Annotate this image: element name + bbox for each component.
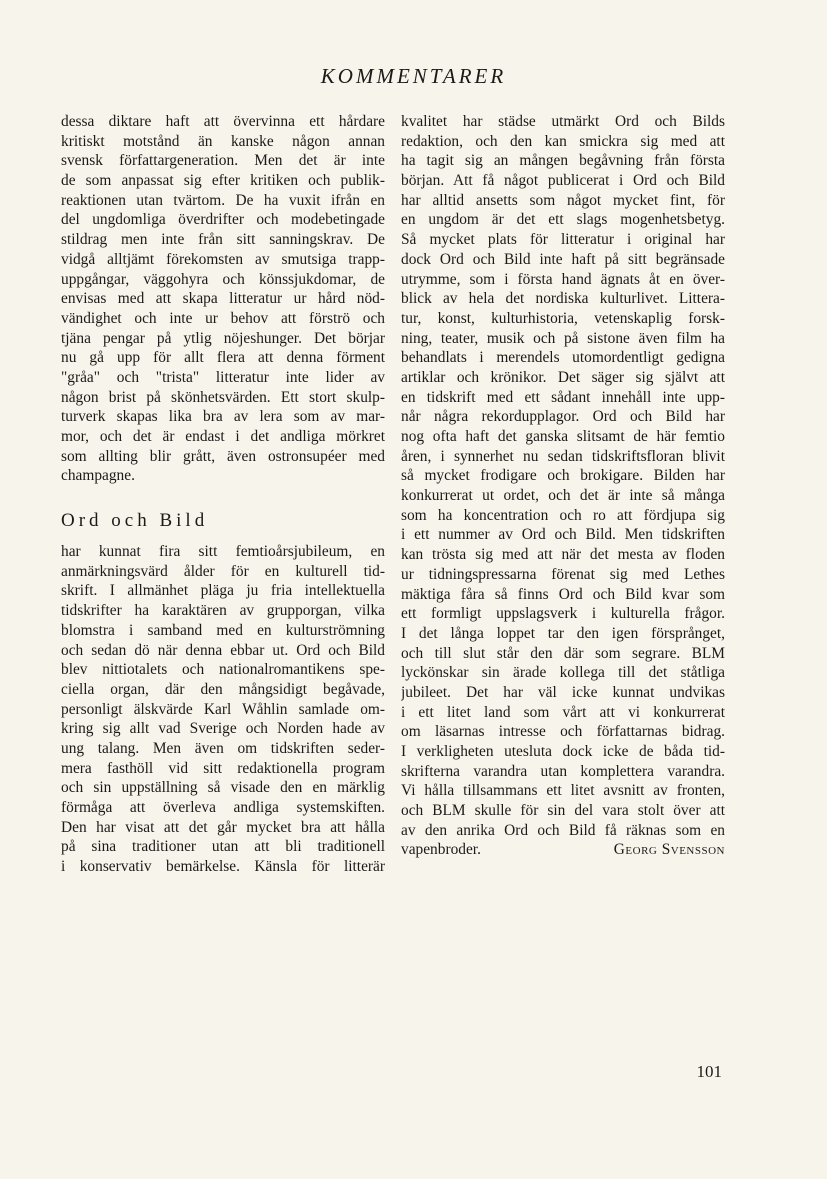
- text-line: i ett litet land som vårt att vi konkurrerat: [401, 703, 725, 721]
- text-line: kring sig allt vad Sverige och Norden hade av: [61, 720, 385, 738]
- text-line: om läsarnas intresse och författarnas bidrag.: [401, 723, 725, 741]
- text-line: någon brist på skönhetsvärden. Ett stort skulp-: [61, 388, 385, 406]
- text-line: anmärkningsvärd ålder för en kulturell tid-: [61, 562, 385, 580]
- text-line: jubileet. Det har väl icke kunnat undvikas: [401, 683, 725, 701]
- text-line: och till slut står den där som segrare. BLM: [401, 644, 725, 662]
- text-line: skrifterna varandra utan komplettera varandra.: [401, 762, 725, 780]
- author-signature: Georg Svensson: [613, 841, 725, 859]
- text-line: på sina traditioner utan att bli traditionell: [61, 838, 385, 856]
- text-line: en ungdom är det ett slags mogenhetsbetyg.: [401, 211, 725, 229]
- text-line: tidskrifter ha karaktären av grupporgan, vilka: [61, 602, 385, 620]
- page-number: 101: [696, 1062, 722, 1081]
- text-line: personligt älskvärde Karl Wåhlin samlade om-: [61, 700, 385, 718]
- text-line: som ha koncentration och ro att fördjupa sig: [401, 506, 725, 524]
- text-line: turverk skapas lika bra av lera som av mar-: [61, 408, 385, 426]
- text-line: kritiskt motstånd än kanske någon annan: [61, 132, 385, 150]
- closing-word: vapenbroder.: [401, 841, 481, 859]
- text-line: artiklar och krönikor. Det säger sig självt att: [401, 368, 725, 386]
- text-line: tjäna pengar på ytlig nöjeshunger. Det börjar: [61, 329, 385, 347]
- text-line: I det långa loppet tar den igen försprånget,: [401, 624, 725, 642]
- text-line: ur tidningspressarna förenat sig med Lethes: [401, 565, 725, 583]
- text-line: ung talang. Men även om tidskriften seder-: [61, 739, 385, 757]
- text-line: vändighet och inte ur behov att förströ och: [61, 309, 385, 327]
- paragraph-ord-och-bild: [61, 542, 385, 877]
- text-line: av den anrika Ord och Bild få räknas som en: [401, 821, 725, 839]
- text-line: envisas med att skapa litteratur ur hård nöd-: [61, 290, 385, 308]
- text-line: uppgångar, väggohyra och könssjukdomar, de: [61, 270, 385, 288]
- right-column: [401, 112, 725, 860]
- text-line: kvalitet har städse utmärkt Ord och Bilds: [401, 113, 725, 130]
- text-line: och BLM skulle för sin del vara stolt över att: [401, 802, 725, 820]
- text-line: når några rekordupplagor. Ord och Bild har: [401, 408, 725, 426]
- text-line: blomstra i samband med en kulturströmning: [61, 621, 385, 639]
- text-line: redaktion, och den kan smickra sig med att: [401, 132, 725, 150]
- text-line: mor, och det är endast i det andliga mörkret: [61, 428, 385, 445]
- text-line: ciella organ, där den mångsidigt begåvade,: [61, 680, 385, 698]
- text-line: ha tagit sig an mången begåvning från första: [401, 152, 725, 170]
- text-line: tur, konst, kulturhistoria, vetenskaplig forsk-: [401, 309, 725, 327]
- text-line: och sin uppställning så visade den en märklig: [61, 779, 385, 797]
- text-line: blick av hela det nordiska kulturlivet. Littera-: [401, 290, 725, 308]
- text-line: nog ofta haft det ganska slitsamt de här femtio: [401, 428, 725, 445]
- text-line: ning, teater, musik och på sistone även film ha: [401, 329, 725, 347]
- text-line: åren, i synnerhet nu sedan tidskriftsfloran blivit: [401, 447, 725, 465]
- text-line: som allting blir grått, även ostronsupéer med: [61, 447, 385, 465]
- text-line: nu gå upp för allt flera att denna förment: [61, 349, 385, 367]
- text-line: i ett nummer av Ord och Bild. Men tidskriften: [401, 526, 725, 544]
- text-line: reaktionen utan tvärtom. De ha vuxit ifrån en: [61, 191, 385, 209]
- text-line: de som anpassat sig efter kritiken och publik-: [61, 172, 385, 190]
- text-line: Så mycket plats för litteratur i original har: [401, 231, 725, 249]
- section-heading-ord-och-bild: Ord och Bild: [61, 510, 209, 532]
- text-line: och sedan dö när denna ebbar ut. Ord och Bild: [61, 641, 385, 659]
- text-line: champagne.: [61, 467, 135, 485]
- text-line: dock Ord och Bild inte haft på sitt begränsade: [401, 250, 725, 268]
- text-line: mäktiga fåra så finns Ord och Bild kvar som: [401, 585, 725, 603]
- text-line: blev nittiotalets och nationalromantikens spe-: [61, 661, 385, 679]
- text-line: förmåga att överleva andliga systemskiften.: [61, 799, 385, 816]
- text-line: har alltid ansetts som något mycket fint, för: [401, 191, 725, 209]
- signature-line: [401, 840, 725, 860]
- text-line: har kunnat fira sitt femtioårsjubileum, en: [61, 543, 385, 561]
- text-line: Den har visat att det går mycket bra att hålla: [61, 818, 385, 836]
- text-line: dessa diktare haft att övervinna ett hårdare: [61, 113, 385, 130]
- text-line: kan trösta sig med att när det mesta av floden: [401, 546, 725, 564]
- text-line: skrift. I allmänhet pläga ju fria intellektuella: [61, 582, 385, 600]
- text-line: början. Att få något publicerat i Ord och Bild: [401, 172, 725, 190]
- text-line: lyckönskar sin ärade kollega till det ståtliga: [401, 664, 725, 682]
- text-line: en tidskrift med ett sådant innehåll inte upp-: [401, 388, 725, 406]
- text-line: Vi hålla tillsammans ett litet avsnitt av fronten,: [401, 782, 725, 800]
- running-title: KOMMENTARER: [320, 64, 507, 88]
- paragraph-continued: [401, 112, 725, 840]
- text-line: behandlats i merendels utomordentligt gedigna: [401, 349, 725, 367]
- text-line: konkurrerat ut ordet, och det är inte så många: [401, 487, 725, 505]
- paragraph-intro: [61, 112, 385, 486]
- text-line: vidgå alltjämt förekomsten av smutsiga trapp-: [61, 250, 385, 268]
- left-column: [61, 112, 385, 877]
- text-line: stildrag men inte från sitt sanningskrav. De: [61, 231, 385, 249]
- text-line: utrymme, som i första hand ägnats åt en över-: [401, 270, 725, 288]
- text-line: I verkligheten utesluta dock icke de båda tid-: [401, 743, 725, 760]
- text-line: mera fasthöll vid sitt redaktionella program: [61, 759, 385, 777]
- text-line: i konservativ bemärkelse. Känsla för litterär: [61, 858, 385, 876]
- text-line: "gråa" och "trista" litteratur inte lider av: [61, 368, 385, 386]
- text-line: del ungdomliga överdrifter och modebetingade: [61, 211, 385, 229]
- text-line: svensk författargeneration. Men det är inte: [61, 152, 385, 170]
- text-line: ett formligt uppslagsverk i kulturella frågor.: [401, 605, 725, 623]
- text-line: så mycket frodigare och brokigare. Bilden har: [401, 467, 725, 485]
